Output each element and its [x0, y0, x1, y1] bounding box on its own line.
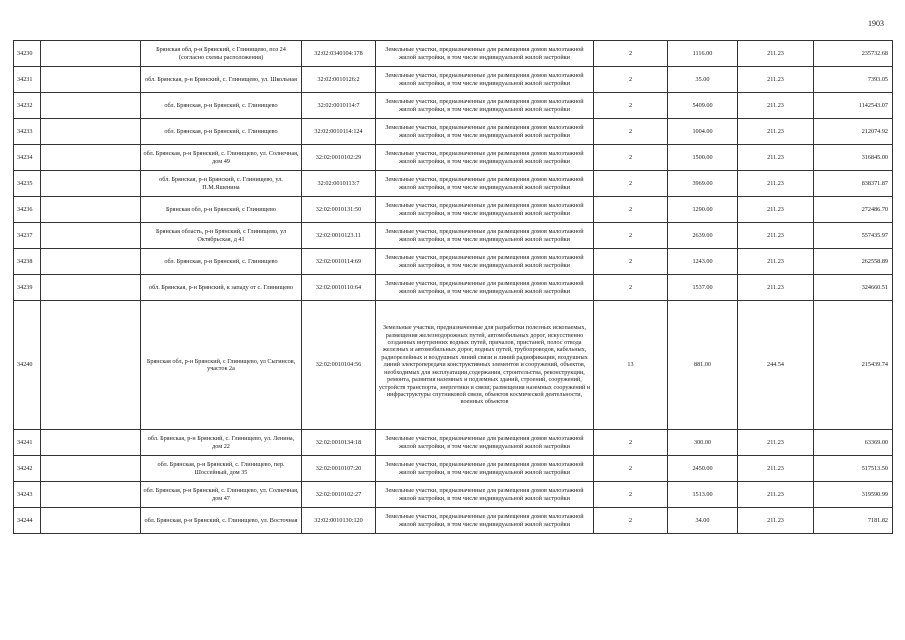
area-cell: 881.00	[668, 301, 738, 430]
cadastral-number-cell: 32:02:0010131:50	[302, 197, 376, 223]
address-cell: обл. Брянская, р-н Брянский, с. Глинищево, ул. Ленина, дом 22	[141, 430, 302, 456]
category-cell: 2	[594, 67, 668, 93]
table-row	[14, 171, 893, 197]
area-cell: 2639.00	[668, 223, 738, 249]
purpose-cell: Земельные участки, предназначенные для размещения домов малоэтажной жилой застройки, в том числе индивидуальной жилой застройки	[376, 119, 594, 145]
category-cell: 2	[594, 508, 668, 534]
category-cell: 2	[594, 145, 668, 171]
cadastral-number-cell: 32:02:0010104:56	[302, 301, 376, 430]
purpose-cell: Земельные участки, предназначенные для размещения домов малоэтажной жилой застройки, в том числе индивидуальной жилой застройки	[376, 223, 594, 249]
table-row	[14, 430, 893, 456]
address-cell: Брянская обл, р-н Брянский, с Глинищево, поз 24 (согласно схемы расположения)	[141, 41, 302, 67]
table-row	[14, 67, 893, 93]
rate-cell: 211.23	[738, 249, 814, 275]
row-number: 34244	[14, 508, 41, 534]
purpose-cell: Земельные участки, предназначенные для размещения домов малоэтажной жилой застройки, в том числе индивидуальной жилой застройки	[376, 508, 594, 534]
cadastral-value-cell: 7393.05	[814, 67, 893, 93]
empty-cell	[41, 430, 141, 456]
area-cell: 5409.00	[668, 93, 738, 119]
address-cell: обл. Брянская, р-н Брянский, с. Глинищево	[141, 93, 302, 119]
table-row	[14, 456, 893, 482]
table-row	[14, 249, 893, 275]
row-number: 34232	[14, 93, 41, 119]
table-row	[14, 275, 893, 301]
purpose-cell: Земельные участки, предназначенные для размещения домов малоэтажной жилой застройки, в том числе индивидуальной жилой застройки	[376, 482, 594, 508]
area-cell: 1290.00	[668, 197, 738, 223]
cadastral-value-cell: 7181.82	[814, 508, 893, 534]
empty-cell	[41, 249, 141, 275]
category-cell: 2	[594, 223, 668, 249]
area-cell: 34.00	[668, 508, 738, 534]
page-number: 1903	[868, 19, 884, 28]
cadastral-value-cell: 262558.89	[814, 249, 893, 275]
rate-cell: 211.23	[738, 275, 814, 301]
purpose-cell: Земельные участки, предназначенные для размещения домов малоэтажной жилой застройки, в том числе индивидуальной жилой застройки	[376, 430, 594, 456]
rate-cell: 211.23	[738, 41, 814, 67]
rate-cell: 211.23	[738, 145, 814, 171]
rate-cell: 244.54	[738, 301, 814, 430]
address-cell: обл. Брянская, р-н Брянский, с. Глинищево, ул. П.М.Яшенина	[141, 171, 302, 197]
address-cell: Брянская обл, р-н Брянский, с Глинищево	[141, 197, 302, 223]
row-number: 34237	[14, 223, 41, 249]
row-number: 34239	[14, 275, 41, 301]
cadastral-number-cell: 32:02:0010114:69	[302, 249, 376, 275]
address-cell: обл. Брянская, р-н Брянский, с. Глинищево, ул. Восточная	[141, 508, 302, 534]
cadastral-number-cell: 32:02:0010134:18	[302, 430, 376, 456]
rate-cell: 211.23	[738, 223, 814, 249]
purpose-cell: Земельные участки, предназначенные для размещения домов малоэтажной жилой застройки, в том числе индивидуальной жилой застройки	[376, 41, 594, 67]
cadastral-value-cell: 319590.99	[814, 482, 893, 508]
purpose-cell: Земельные участки, предназначенные для размещения домов малоэтажной жилой застройки, в том числе индивидуальной жилой застройки	[376, 275, 594, 301]
empty-cell	[41, 93, 141, 119]
area-cell: 1004.00	[668, 119, 738, 145]
empty-cell	[41, 197, 141, 223]
empty-cell	[41, 171, 141, 197]
category-cell: 13	[594, 301, 668, 430]
cadastral-value-cell: 838371.87	[814, 171, 893, 197]
empty-cell	[41, 275, 141, 301]
row-number: 34240	[14, 301, 41, 430]
area-cell: 3969.00	[668, 171, 738, 197]
category-cell: 2	[594, 93, 668, 119]
category-cell: 2	[594, 430, 668, 456]
cadastral-number-cell: 32:02:0010113:7	[302, 171, 376, 197]
rate-cell: 211.23	[738, 508, 814, 534]
purpose-cell: Земельные участки, предназначенные для размещения домов малоэтажной жилой застройки, в том числе индивидуальной жилой застройки	[376, 145, 594, 171]
area-cell: 1537.00	[668, 275, 738, 301]
area-cell: 2450.00	[668, 456, 738, 482]
cadastral-value-cell: 212074.92	[814, 119, 893, 145]
address-cell: обл. Брянская, р-н Брянский, с. Глинищево, ул. Школьная	[141, 67, 302, 93]
row-number: 34241	[14, 430, 41, 456]
cadastral-value-cell: 272486.70	[814, 197, 893, 223]
category-cell: 2	[594, 119, 668, 145]
cadastral-value-cell: 517513.50	[814, 456, 893, 482]
category-cell: 2	[594, 456, 668, 482]
row-number: 34242	[14, 456, 41, 482]
row-number: 34243	[14, 482, 41, 508]
category-cell: 2	[594, 482, 668, 508]
category-cell: 2	[594, 275, 668, 301]
rate-cell: 211.23	[738, 67, 814, 93]
cadastral-value-cell: 324660.51	[814, 275, 893, 301]
row-number: 34233	[14, 119, 41, 145]
cadastral-number-cell: 32:02:0010110:64	[302, 275, 376, 301]
cadastral-number-cell: 32:02:0010102:27	[302, 482, 376, 508]
cadastral-value-cell: 63369.00	[814, 430, 893, 456]
address-cell: обл. Брянская, р-н Брянский, с. Глинищево	[141, 249, 302, 275]
table-row	[14, 41, 893, 67]
address-cell: обл. Брянская, р-н Брянский, к западу от с. Глинищево	[141, 275, 302, 301]
row-number: 34235	[14, 171, 41, 197]
registry-body	[14, 41, 893, 534]
empty-cell	[41, 482, 141, 508]
row-number: 34231	[14, 67, 41, 93]
empty-cell	[41, 119, 141, 145]
table-row	[14, 223, 893, 249]
cadastral-registry-table	[13, 40, 893, 534]
empty-cell	[41, 223, 141, 249]
rate-cell: 211.23	[738, 171, 814, 197]
cadastral-number-cell: 32:02:0010102:29	[302, 145, 376, 171]
table-row	[14, 482, 893, 508]
cadastral-number-cell: 32:02:0010123.11	[302, 223, 376, 249]
cadastral-value-cell: 235732.68	[814, 41, 893, 67]
address-cell: Брянская обл, р-н Брянский, с Глинищево, ул Сыгинсов, участок 2а	[141, 301, 302, 430]
rate-cell: 211.23	[738, 93, 814, 119]
rate-cell: 211.23	[738, 197, 814, 223]
empty-cell	[41, 508, 141, 534]
empty-cell	[41, 67, 141, 93]
table-row	[14, 508, 893, 534]
rate-cell: 211.23	[738, 482, 814, 508]
table-row	[14, 119, 893, 145]
cadastral-number-cell: 32:02:0340104:178	[302, 41, 376, 67]
cadastral-number-cell: 32:02:0010126:2	[302, 67, 376, 93]
row-number: 34236	[14, 197, 41, 223]
area-cell: 300.00	[668, 430, 738, 456]
address-cell: Брянская область, р-н Брянский, с Глинищево, ул Октябрьская, д 41	[141, 223, 302, 249]
category-cell: 2	[594, 249, 668, 275]
area-cell: 35.00	[668, 67, 738, 93]
cadastral-number-cell: 32:02:0010107:20	[302, 456, 376, 482]
purpose-cell: Земельные участки, предназначенные для размещения домов малоэтажной жилой застройки, в том числе индивидуальной жилой застройки	[376, 171, 594, 197]
purpose-cell: Земельные участки, предназначенные для размещения домов малоэтажной жилой застройки, в том числе индивидуальной жилой застройки	[376, 456, 594, 482]
purpose-cell: Земельные участки, предназначенные для размещения домов малоэтажной жилой застройки, в том числе индивидуальной жилой застройки	[376, 93, 594, 119]
table-row	[14, 301, 893, 430]
empty-cell	[41, 456, 141, 482]
cadastral-value-cell: 316845.00	[814, 145, 893, 171]
area-cell: 1116.00	[668, 41, 738, 67]
purpose-cell: Земельные участки, предназначенные для размещения домов малоэтажной жилой застройки, в том числе индивидуальной жилой застройки	[376, 249, 594, 275]
empty-cell	[41, 145, 141, 171]
category-cell: 2	[594, 171, 668, 197]
cadastral-number-cell: 32:02:0010114:124	[302, 119, 376, 145]
cadastral-number-cell: 32:02:0010114:7	[302, 93, 376, 119]
address-cell: обл. Брянская, р-н Брянский, с. Глинищево, пер. Шоссейный, дом 35	[141, 456, 302, 482]
purpose-cell: Земельные участки, предназначенные для размещения домов малоэтажной жилой застройки, в том числе индивидуальной жилой застройки	[376, 67, 594, 93]
category-cell: 2	[594, 197, 668, 223]
area-cell: 1500.00	[668, 145, 738, 171]
row-number: 34238	[14, 249, 41, 275]
table-row	[14, 93, 893, 119]
category-cell: 2	[594, 41, 668, 67]
cadastral-value-cell: 1142543.07	[814, 93, 893, 119]
table-row	[14, 197, 893, 223]
area-cell: 1513.00	[668, 482, 738, 508]
row-number: 34230	[14, 41, 41, 67]
purpose-cell: Земельные участки, предназначенные для размещения домов малоэтажной жилой застройки, в том числе индивидуальной жилой застройки	[376, 197, 594, 223]
cadastral-value-cell: 215439.74	[814, 301, 893, 430]
cadastral-value-cell: 557435.97	[814, 223, 893, 249]
empty-cell	[41, 301, 141, 430]
rate-cell: 211.23	[738, 430, 814, 456]
address-cell: обл. Брянская, р-н Брянский, с. Глинищево	[141, 119, 302, 145]
purpose-cell: Земельные участки, предназначенные для разработки полезных ископаемых, размещения железнодорожных путей, автомобильных дорог, искусственно созданных внутренних водных путей, причалов, пристаней, полос отвода железных и автомобильных дорог, водных путей, трубопроводов, кабельных, радиорелейных и воздушных линий связи и линий радиофикации, воздушных линий электропередачи конструктивных элементов и сооружений, объектов, необходимых для эксплуатации,содержания, строительства, реконструкции, ремонта, развития наземных и подземных зданий, строений, сооружений, устройств транспорта, энергетики и связи; размещения наземных сооружений и инфраструктуры спутниковой связи, объектов космической деятельности, военных объектов	[376, 301, 594, 430]
area-cell: 1243.00	[668, 249, 738, 275]
address-cell: обл. Брянская, р-н Брянский, с. Глинищево, ул. Солнечная, дом 47	[141, 482, 302, 508]
cadastral-number-cell: 32:02:0010130:120	[302, 508, 376, 534]
rate-cell: 211.23	[738, 456, 814, 482]
table-row	[14, 145, 893, 171]
row-number: 34234	[14, 145, 41, 171]
address-cell: обл. Брянская, р-н Брянский, с. Глинищево, ул. Солнечная, дом 49	[141, 145, 302, 171]
empty-cell	[41, 41, 141, 67]
rate-cell: 211.23	[738, 119, 814, 145]
